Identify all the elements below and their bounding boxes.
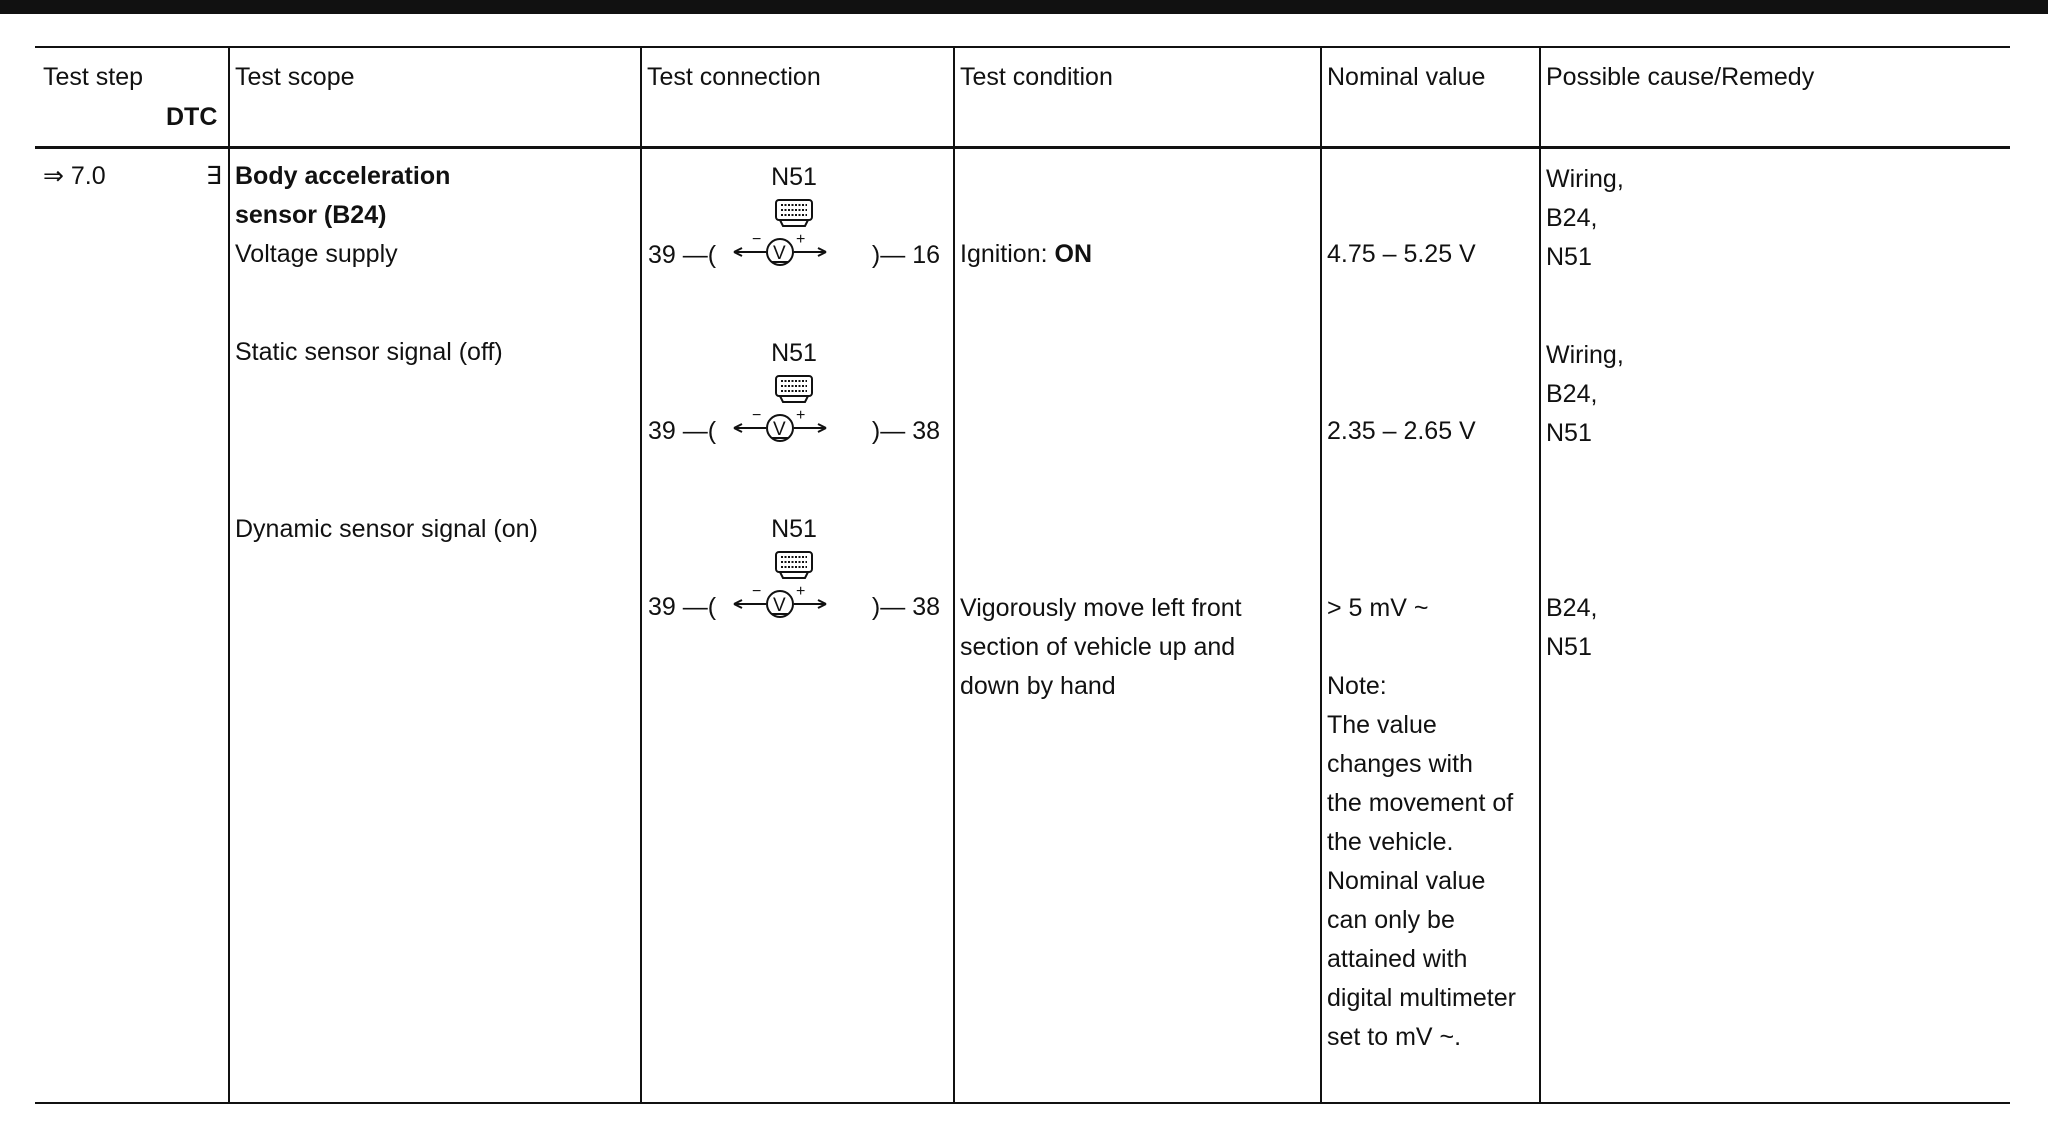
note-line: the vehicle. — [1327, 828, 1454, 856]
header-nominal-value: Nominal value — [1327, 63, 1486, 91]
note-line: digital multimeter — [1327, 984, 1516, 1012]
header-dtc: DTC — [166, 103, 218, 131]
connection-diagram-voltage-supply — [644, 162, 944, 272]
scope-dynamic-signal: Dynamic sensor signal (on) — [235, 515, 538, 543]
ignition-state: ON — [1054, 240, 1093, 268]
scope-voltage-supply: Voltage supply — [235, 240, 398, 268]
pin-left: 39 —( — [648, 593, 717, 621]
connection-diagram-dynamic-signal — [644, 514, 944, 624]
svg-text:+: + — [796, 231, 806, 248]
top-rule — [0, 0, 2048, 14]
svg-text:V: V — [773, 595, 786, 616]
cause-item: N51 — [1546, 419, 1592, 447]
pin-right: )— 16 — [871, 241, 940, 269]
cause-item: N51 — [1546, 243, 1592, 271]
svg-text:+: + — [796, 407, 806, 424]
svg-text:−: − — [752, 231, 762, 248]
cause-item: B24, — [1546, 204, 1598, 232]
ecu-connector-icon — [774, 550, 814, 580]
column-divider — [640, 46, 642, 1104]
test-step-number: ⇒ 7.0 — [43, 162, 106, 190]
svg-text:+: + — [796, 583, 806, 600]
voltmeter-icon — [730, 580, 860, 624]
note-line: changes with — [1327, 750, 1473, 778]
condition-ignition: Ignition: ON — [960, 240, 1093, 268]
ecu-connector-icon — [774, 374, 814, 404]
svg-text:−: − — [752, 407, 762, 424]
cause-item: Wiring, — [1546, 165, 1624, 193]
scope-static-signal: Static sensor signal (off) — [235, 338, 503, 366]
nominal-value: 4.75 – 5.25 V — [1327, 240, 1476, 268]
ecu-label: N51 — [771, 339, 817, 367]
column-divider — [228, 46, 230, 1104]
scope-title: Body acceleration — [235, 162, 451, 190]
column-divider — [1320, 46, 1322, 1104]
note-line: the movement of — [1327, 789, 1514, 817]
header-test-scope: Test scope — [235, 63, 355, 91]
note-line: Note: — [1327, 672, 1387, 700]
svg-text:−: − — [752, 583, 762, 600]
note-line: The value — [1327, 711, 1437, 739]
column-divider — [1539, 46, 1541, 1104]
condition-line: down by hand — [960, 672, 1116, 700]
pin-left: 39 —( — [648, 241, 717, 269]
header-test-condition: Test condition — [960, 63, 1113, 91]
pin-right: )— 38 — [871, 417, 940, 445]
nominal-value: 2.35 – 2.65 V — [1327, 417, 1476, 445]
note-line: can only be — [1327, 906, 1455, 934]
note-line: set to mV ~. — [1327, 1023, 1462, 1051]
header-top-line — [35, 46, 2010, 48]
scope-title-line2: sensor (B24) — [235, 201, 387, 229]
ecu-label: N51 — [771, 163, 817, 191]
condition-line: section of vehicle up and — [960, 633, 1236, 661]
cause-item: Wiring, — [1546, 341, 1624, 369]
header-test-step: Test step — [43, 63, 144, 91]
cause-item: N51 — [1546, 633, 1592, 661]
table-bottom-line — [35, 1102, 2010, 1104]
note-line: Nominal value — [1327, 867, 1486, 895]
column-divider — [953, 46, 955, 1104]
ecu-label: N51 — [771, 515, 817, 543]
cause-item: B24, — [1546, 380, 1598, 408]
voltmeter-icon — [730, 404, 860, 448]
voltmeter-icon — [730, 228, 860, 272]
pin-left: 39 —( — [648, 417, 717, 445]
note-line: attained with — [1327, 945, 1468, 973]
condition-line: Vigorously move left front — [960, 594, 1242, 622]
svg-text:V: V — [773, 419, 786, 440]
cause-item: B24, — [1546, 594, 1598, 622]
nominal-value: > 5 mV ~ — [1327, 594, 1429, 622]
pin-right: )— 38 — [871, 593, 940, 621]
svg-text:V: V — [773, 243, 786, 264]
dtc-symbol: ∃ — [206, 162, 222, 190]
ecu-connector-icon — [774, 198, 814, 228]
header-possible-cause: Possible cause/Remedy — [1546, 63, 1815, 91]
header-bottom-line — [35, 146, 2010, 149]
header-test-connection: Test connection — [647, 63, 821, 91]
connection-diagram-static-signal — [644, 338, 944, 448]
